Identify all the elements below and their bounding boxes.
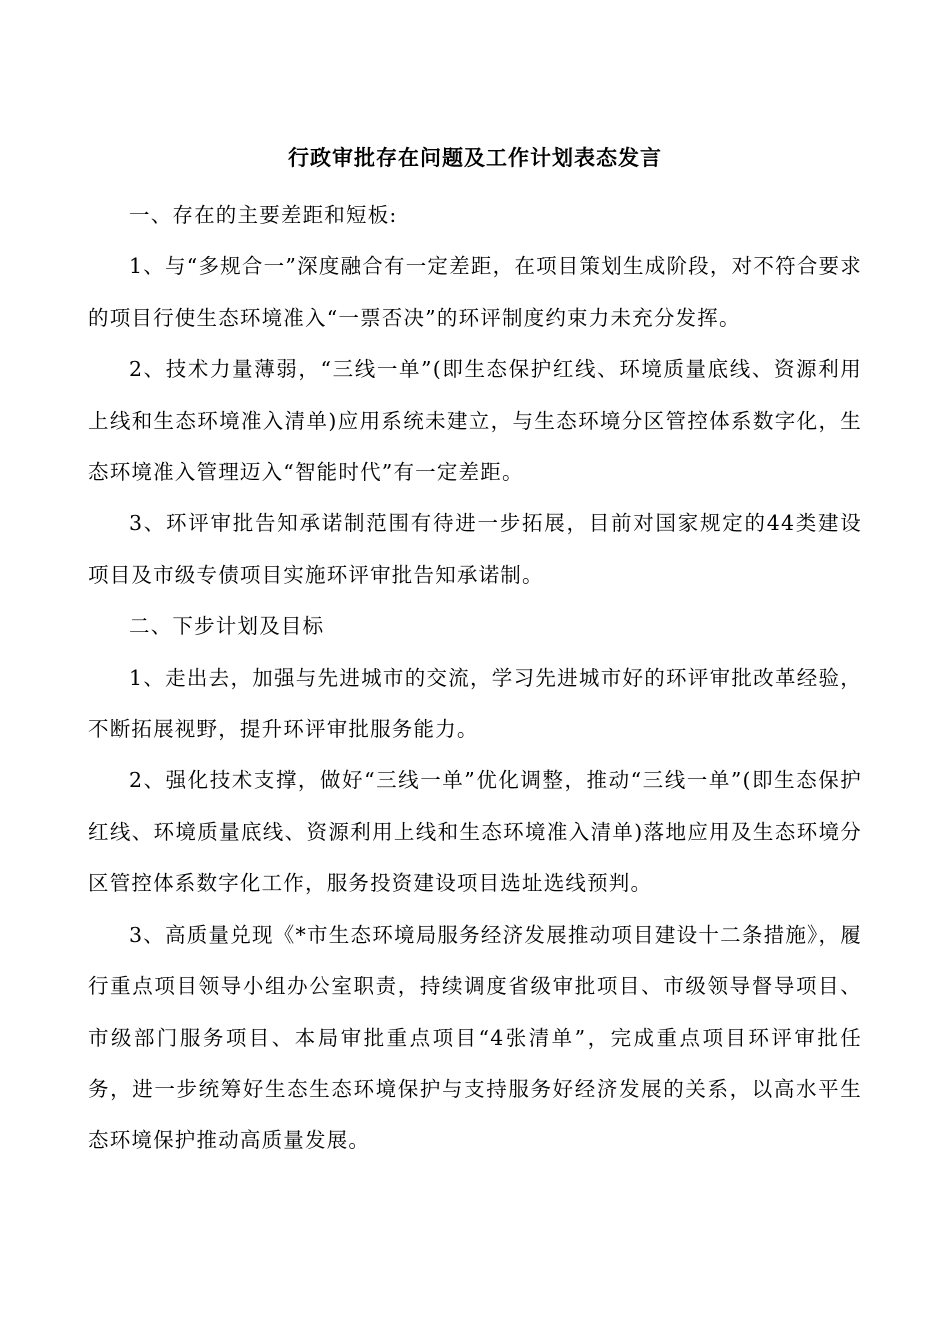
paragraph: 2、强化技术支撑，做好“三线一单”优化调整，推动“三线一单”(即生态保护红线、环境质量底线、资源利用上线和生态环境准入清单)落地应用及生态环境分区管控体系数字化工作，服务投资建设项目选址选线预判。	[88, 768, 862, 896]
paragraph: 3、环评审批告知承诺制范围有待进一步拓展，目前对国家规定的44类建设项目及市级专债项目实施环评审批告知承诺制。	[88, 511, 862, 587]
paragraph: 1、与“多规合一”深度融合有一定差距，在项目策划生成阶段，对不符合要求的项目行使生态环境准入“一票否决”的环评制度约束力未充分发挥。	[88, 254, 862, 330]
document-title: 行政审批存在问题及工作计划表态发言	[288, 145, 662, 170]
paragraph: 3、高质量兑现《*市生态环境局服务经济发展推动项目建设十二条措施》，履行重点项目领导小组办公室职责，持续调度省级审批项目、市级领导督导项目、市级部门服务项目、本局审批重点项目“4张清单”，完成重点项目环评审批任务，进一步统筹好生态生态环境保护与支持服务好经济发展的关系，以高水平生态环境保护推动高质量发展。	[88, 922, 862, 1153]
section-heading-plans: 二、下步计划及目标	[129, 614, 325, 639]
document-page	[88, 138, 862, 1167]
section-heading-gaps: 一、存在的主要差距和短板:	[129, 203, 398, 227]
paragraph: 1、走出去，加强与先进城市的交流，学习先进城市好的环评审批改革经验，不断拓展视野，提升环评审批服务能力。	[88, 665, 862, 742]
paragraph: 2、技术力量薄弱，“三线一单”(即生态保护红线、环境质量底线、资源利用上线和生态环境准入清单)应用系统未建立，与生态环境分区管控体系数字化，生态环境准入管理迈入“智能时代”有一定差距。	[88, 357, 862, 485]
